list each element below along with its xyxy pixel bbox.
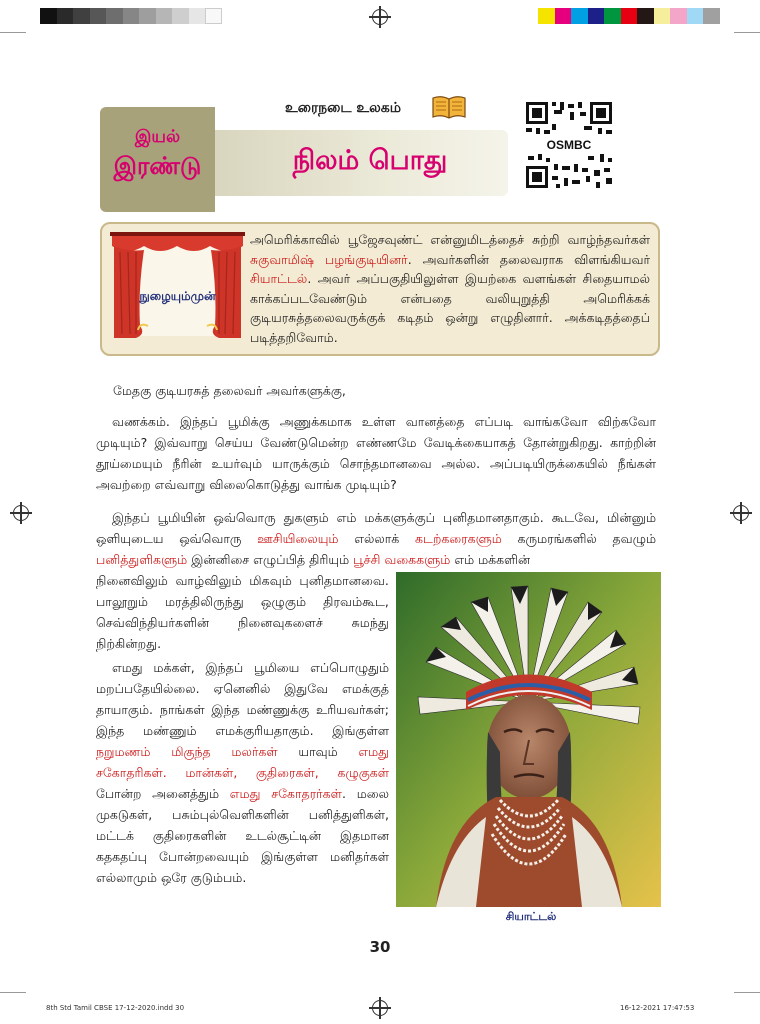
- paragraph-2-continued: நினைவிலும் வாழ்விலும் மிகவும் புனிதமானவை. பாலூறும் மரத்திலிருந்து ஒழுகும் திரவம்கூட, செவ்விந்தியர்களின் நினைவுகளைச் சுமந்து நிற்கின்றது.: [96, 573, 389, 651]
- grayscale-strip: [40, 8, 222, 24]
- crop-mark: [734, 992, 760, 993]
- qr-label: OSMBC: [546, 138, 592, 152]
- salutation: மேதகு குடியரசுத் தலைவர் அவர்களுக்கு,: [113, 383, 346, 398]
- highlight-run: எமது சகோதரிகள். மான்கள், குதிரைகள், கழுகுகள்: [96, 744, 389, 780]
- text-run: போன்ற அனைத்தும்: [96, 786, 230, 801]
- page-number: 30: [369, 938, 391, 956]
- text-run: இந்தப் பூமியின் ஒவ்வொரு துகளும் எம் மக்களுக்குப் புனிதமானதாகும். கூடவே, மின்னும் ஒளியுடைய ஒவ்வொரு: [96, 510, 656, 546]
- highlight-run: நறுமணம் மிகுந்த மலர்கள்: [96, 744, 278, 759]
- registration-mark: [733, 505, 749, 521]
- qr-code[interactable]: [524, 100, 614, 190]
- intro-text: [250, 230, 650, 347]
- text-run: எம் மக்களின்: [450, 552, 531, 567]
- chapter-word: இயல்: [134, 127, 181, 147]
- intro-text-part: . அவர் அப்பகுதியிலுள்ள இயற்கை வளங்கள் சிதையாமல் காக்கப்படவேண்டும் என்பதை வலியுறுத்தி அமெரிக்கக் குடியரசுத்தலைவருக்குக் கடிதம் ஒன்று எழுதினார். அக்கடிதத்தைப் படித்தறிவோம்.: [250, 271, 650, 345]
- crop-mark: [0, 992, 26, 993]
- intro-text-part: அமெரிக்காவில் பூஜேசவுண்ட் என்னுமிடத்தைச் சுற்றி வாழ்ந்தவர்கள்: [250, 232, 650, 247]
- text-run: எமது மக்கள், இந்தப் பூமியை எப்பொழுதும் மறப்பதேயில்லை. ஏனெனில் இதுவே எமக்குத் தாயாகும். நாங்கள் இந்த மண்ணுக்கு உரியவர்கள்; இந்த மண்ணும் எமக்குரியதாகும். இங்குள்ள: [96, 660, 389, 738]
- highlight-run: ஊசியிலையும்: [257, 531, 339, 546]
- paragraph-3: [96, 657, 389, 888]
- page-title: நிலம் பொது: [292, 145, 448, 176]
- registration-mark: [13, 505, 29, 521]
- registration-mark: [372, 1000, 388, 1016]
- book-icon: [432, 95, 466, 119]
- text-run: எல்லாக்: [338, 531, 415, 546]
- paragraph-2: [96, 507, 656, 570]
- color-strip: [538, 8, 720, 24]
- text-run: இன்னிசை எழுப்பித் திரியும்: [187, 552, 354, 567]
- text-run: . மலை முகடுகள், பசும்புல்வெளிகளின் பனித்துளிகள், மட்டக் குதிரைகளின் உடல்சூட்டின் இதமான கதகதப்பு போன்றவையும் இங்குள்ள மனிதர்கள் எல்லாமும் ஒரே குடும்பம்.: [96, 786, 389, 885]
- text-run: கருமரங்களில் தவழும்: [501, 531, 657, 546]
- registration-mark: [372, 9, 388, 25]
- footer-file-info: 8th Std Tamil CBSE 17-12-2020.indd 30: [46, 1004, 185, 1012]
- curtain-illustration: [110, 230, 245, 342]
- highlight-run: கடற்கரைகளும்: [414, 531, 502, 546]
- intro-label: நுழையும்முன்: [139, 289, 216, 303]
- figure-caption: சியாட்டல்: [505, 910, 557, 923]
- footer-timestamp: 16-12-2021 17:47:53: [620, 1004, 695, 1012]
- text-run: யாவும்: [277, 744, 359, 759]
- highlight-run: பனித்துளிகளும்: [96, 552, 188, 567]
- intro-highlight: சியாட்டல்: [250, 271, 308, 286]
- highlight-run: பூச்சி வகைகளும்: [353, 552, 451, 567]
- chapter-number: இரண்டு: [113, 152, 202, 180]
- crop-mark: [0, 32, 26, 33]
- section-label: உரைநடை உலகம்: [285, 100, 401, 116]
- highlight-run: எமது சகோதரர்கள்: [229, 786, 342, 801]
- intro-text-part: . அவர்களின் தலைவராக விளங்கியவர்: [407, 251, 650, 267]
- intro-highlight: சுகுவாமிஷ் பழங்குடியினர்: [250, 251, 408, 267]
- chief-seattle-portrait: [396, 572, 661, 907]
- crop-mark: [734, 32, 760, 33]
- paragraph-1: வணக்கம். இந்தப் பூமிக்கு அணுக்கமாக உள்ள வானத்தை எப்படி வாங்கவோ விற்கவோ முடியும்? இவ்வாறு செய்ய வேண்டுமென்ற எண்ணமே வேடிக்கையாகத் தோன்றுகிறது. காற்றின் தூய்மையும் நீரின் உயர்வும் யாருக்கும் சொந்தமானவை அல்ல. அப்படியிருக்கையில் நீங்கள் அவற்றை எவ்வாறு விலைகொடுத்து வாங்க முடியும்?: [96, 414, 656, 492]
